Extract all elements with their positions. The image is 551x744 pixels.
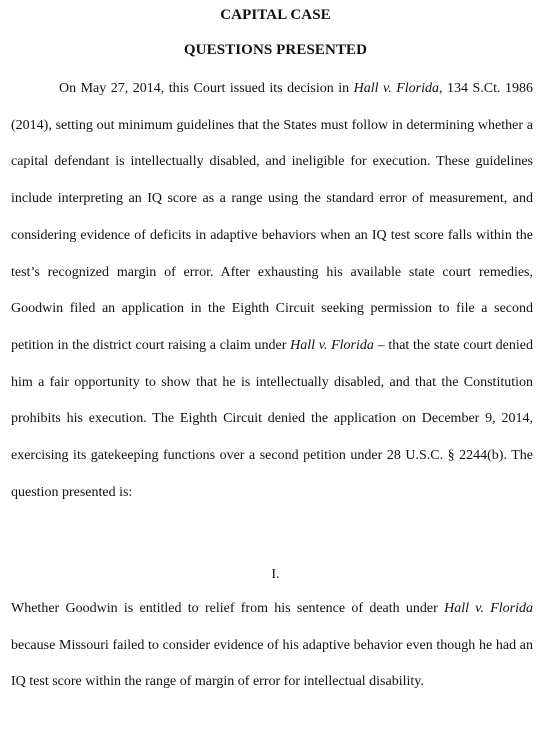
case-citation: Hall v. Florida bbox=[290, 337, 374, 353]
background-paragraph bbox=[11, 71, 533, 511]
case-citation: Hall v. Florida bbox=[444, 601, 533, 616]
paragraph-text: Whether Goodwin is entitled to relief from his sentence of death under bbox=[11, 601, 445, 616]
questions-presented-heading: QUESTIONS PRESENTED bbox=[183, 42, 368, 58]
question-paragraph bbox=[11, 591, 533, 701]
paragraph-text: On May 27, 2014, this Court issued its decision in bbox=[59, 81, 354, 96]
paragraph-text: because Missouri failed to consider evidence of his adaptive behavior even though he had an IQ test score within the range of margin of error for intellectual disability. bbox=[11, 637, 533, 690]
case-type-heading: CAPITAL CASE bbox=[220, 7, 331, 23]
paragraph-text: , 134 S.Ct. 1986 (2014), setting out minimum guidelines that the States must follow in determining whether a capital defendant is intellectually disabled, and ineligible for execution. These guidelines include interpreting an IQ score as a range using the standard error of measurement, and considering evidence of deficits in adaptive behaviors when an IQ test score falls within the test’s recognized margin of error. After exhausting his available state court remedies, Goodwin filed an application in the Eighth Circuit seeking permission to file a second petition in the district court raising a claim under bbox=[11, 81, 534, 353]
paragraph-text: – that the state court denied him a fair opportunity to show that he is intellectually disabled, and that the Constitution prohibits his execution. The Eighth Circuit denied the application on December 9, 2014, exercising its gatekeeping functions over a second petition under 28 U.S.C. § 2244(b). The question presented is: bbox=[11, 337, 533, 500]
question-number: I. bbox=[271, 567, 280, 582]
case-citation: Hall v. Florida bbox=[353, 81, 439, 96]
